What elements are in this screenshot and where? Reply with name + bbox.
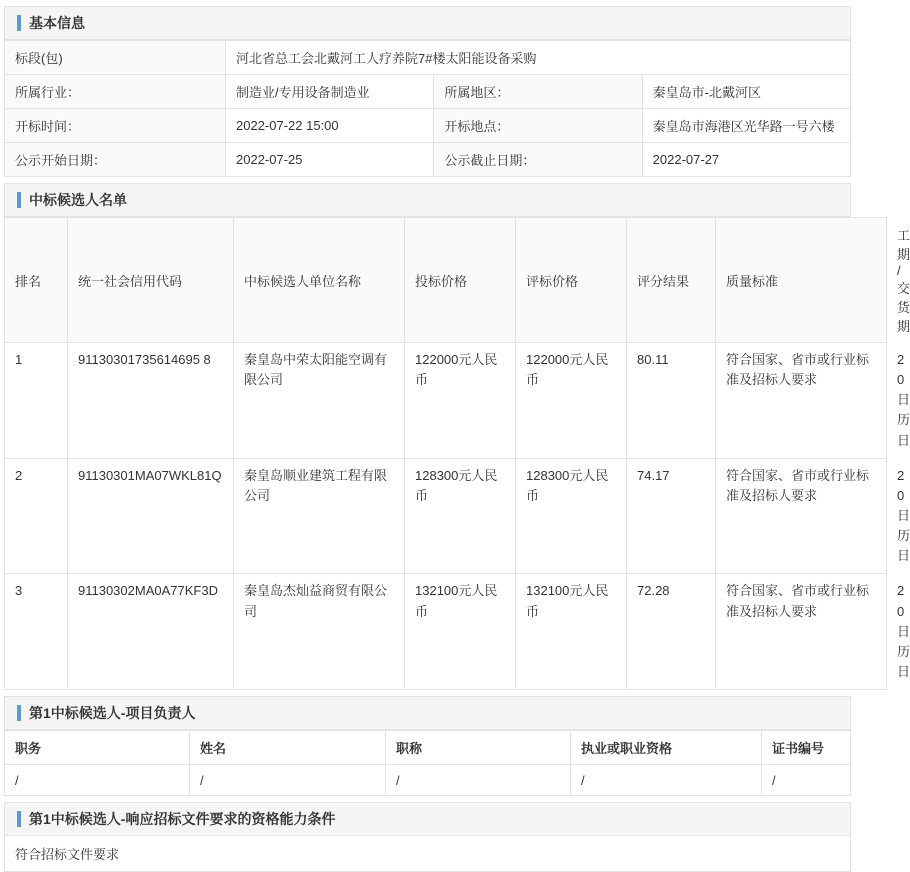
cell-rank: 1 [5,343,68,459]
column-header-score: 评分结果 [627,218,716,343]
cell-credit-code: 91130301735614695 8 [68,343,234,459]
cell-eval-price: 132100元人民币 [516,574,627,690]
cell-quality: 符合国家、省市或行业标准及招标人要求 [716,458,887,574]
table-row: 1 91130301735614695 8 秦皇岛中荣太阳能空调有限公司 122000元人民币 122000元人民币 80.11 符合国家、省市或行业标准及招标人要求 20日历日 [5,343,887,459]
column-header-bid-price: 投标价格 [405,218,516,343]
cell-quality: 符合国家、省市或行业标准及招标人要求 [716,343,887,459]
field-value: 2022-07-27 [642,143,850,177]
cell-company: 秦皇岛顺业建筑工程有限公司 [234,458,405,574]
column-header-quality: 质量标准 [716,218,887,343]
accent-bar-icon [17,705,21,721]
document-page [0,6,910,872]
accent-bar-icon [17,811,21,827]
section-header-leader [4,696,851,730]
table-row [5,765,851,796]
field-label: 公示截止日期： [434,143,642,177]
column-header-certificate-no: 证书编号 [762,731,851,765]
accent-bar-icon [17,192,21,208]
cell-credit-code: 91130301MA07WKL81Q [68,458,234,574]
section-header-qualification [4,802,851,836]
section-header-candidates [4,183,851,217]
column-header-company: 中标候选人单位名称 [234,218,405,343]
cell-company: 秦皇岛中荣太阳能空调有限公司 [234,343,405,459]
cell-qualification: / [571,765,762,796]
cell-eval-price: 128300元人民币 [516,458,627,574]
table-header-row: 排名 统一社会信用代码 中标候选人单位名称 投标价格 评标价格 评分结果 质量标准 工期/交货期 [5,218,887,343]
accent-bar-icon [17,15,21,31]
basic-info-table [4,40,851,177]
table-row: 2 91130301MA07WKL81Q 秦皇岛顺业建筑工程有限公司 128300元人民币 128300元人民币 74.17 符合国家、省市或行业标准及招标人要求 20日历日 [5,458,887,574]
field-value: 秦皇岛市海港区光华路一号六楼 [642,109,850,143]
qualification-text: 符合招标文件要求 [4,836,851,872]
cell-bid-price: 122000元人民币 [405,343,516,459]
section-title: 中标候选人名单 [29,192,127,208]
table-row [5,109,851,143]
cell-score: 80.11 [627,343,716,459]
field-label: 开标地点： [434,109,642,143]
column-header-rank: 排名 [5,218,68,343]
candidates-table [4,217,910,690]
cell-credit-code: 91130302MA0A77KF3D [68,574,234,690]
table-row [5,41,851,75]
field-value: 2022-07-25 [226,143,434,177]
cell-certificate-no: / [762,765,851,796]
column-header-position: 职务 [5,731,190,765]
section-title: 第1中标候选人-响应招标文件要求的资格能力条件 [29,811,336,828]
cell-bid-price: 132100元人民币 [405,574,516,690]
cell-title: / [386,765,571,796]
table-row: 3 91130302MA0A77KF3D 秦皇岛杰灿益商贸有限公司 132100元人民币 132100元人民币 72.28 符合国家、省市或行业标准及招标人要求 20日历日 [5,574,887,690]
field-label: 标段(包) [5,41,226,75]
cell-quality: 符合国家、省市或行业标准及招标人要求 [716,574,887,690]
column-header-qualification: 执业或职业资格 [571,731,762,765]
field-value: 制造业/专用设备制造业 [226,75,434,109]
field-label: 开标时间： [5,109,226,143]
field-value: 2022-07-22 15:00 [226,109,434,143]
cell-score: 72.28 [627,574,716,690]
leader-table [4,730,851,796]
field-label: 所属地区： [434,75,642,109]
field-value: 河北省总工会北戴河工人疗养院7#楼太阳能设备采购 [226,41,851,75]
section-header-basic-info [4,6,851,40]
column-header-credit-code: 统一社会信用代码 [68,218,234,343]
section-title: 基本信息 [29,15,85,31]
field-label: 所属行业： [5,75,226,109]
field-value: 秦皇岛市-北戴河区 [642,75,850,109]
cell-rank: 2 [5,458,68,574]
cell-eval-price: 122000元人民币 [516,343,627,459]
section-title: 第1中标候选人-项目负责人 [29,705,196,722]
cell-score: 74.17 [627,458,716,574]
column-header-eval-price: 评标价格 [516,218,627,343]
table-row [5,143,851,177]
cell-position: / [5,765,190,796]
field-label: 公示开始日期： [5,143,226,177]
cell-company: 秦皇岛杰灿益商贸有限公司 [234,574,405,690]
table-row [5,75,851,109]
cell-bid-price: 128300元人民币 [405,458,516,574]
column-header-title: 职称 [386,731,571,765]
cell-name: / [190,765,386,796]
cell-rank: 3 [5,574,68,690]
column-header-name: 姓名 [190,731,386,765]
table-header-row [5,731,851,765]
